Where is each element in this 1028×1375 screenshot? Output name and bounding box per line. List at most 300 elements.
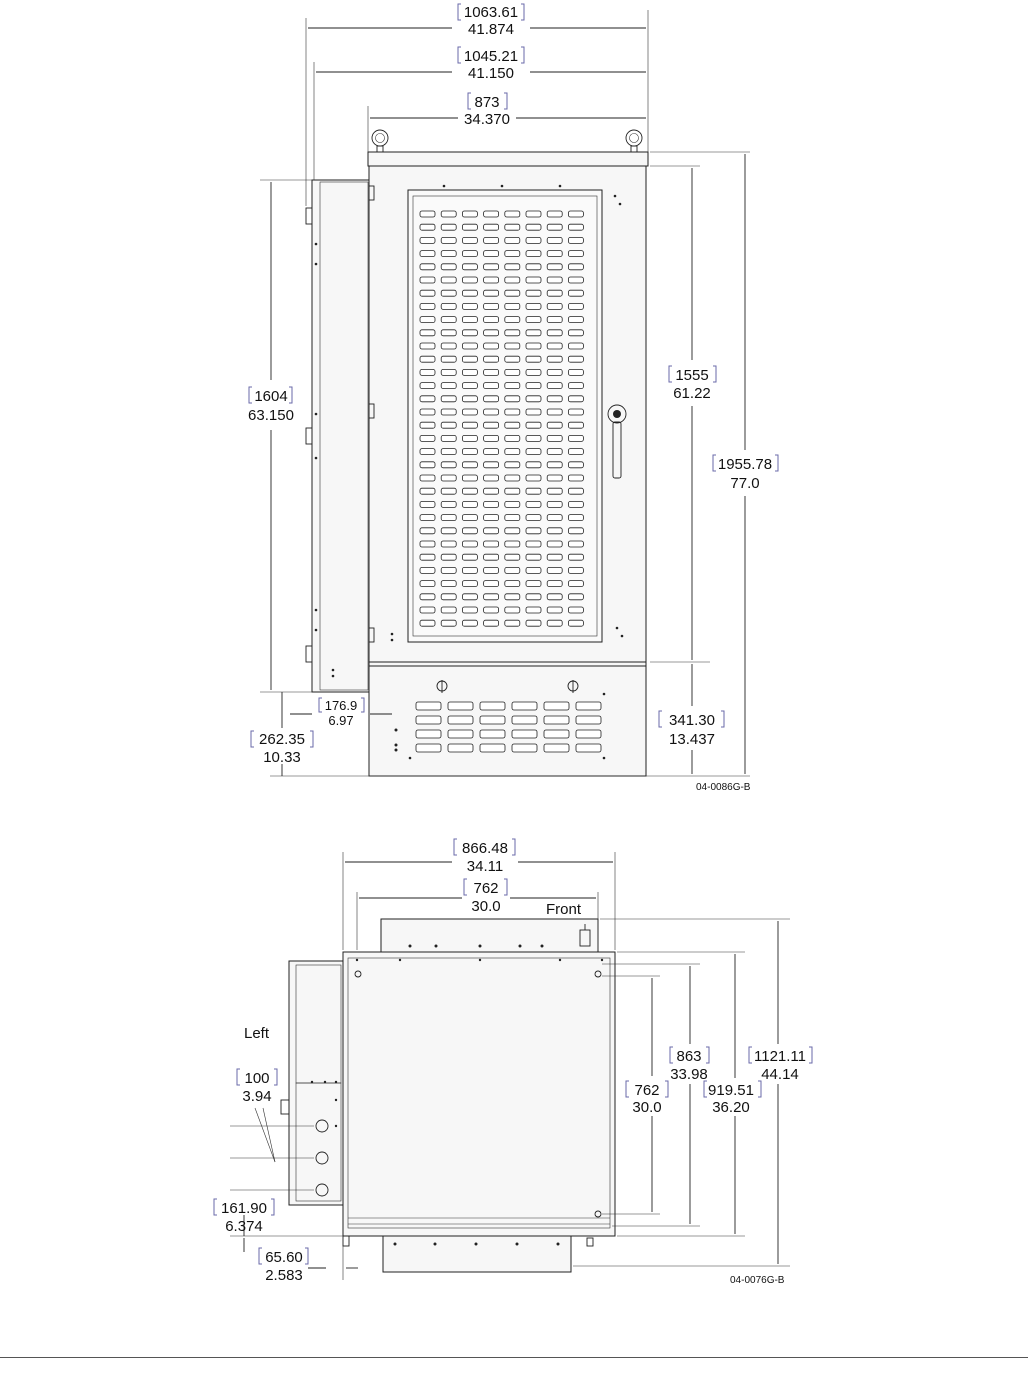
dim-top-overall-width-in: 34.11 <box>466 858 504 875</box>
louver-slot <box>484 290 499 296</box>
louver-slot <box>462 581 477 587</box>
dim-top-front-width-in: 30.0 <box>471 898 501 915</box>
louver-slot <box>547 237 562 243</box>
louver-slot <box>441 581 456 587</box>
louver-slot <box>526 211 541 217</box>
louver-slot <box>441 409 456 415</box>
louver-slot <box>505 277 520 283</box>
dim-side-offset-mm: 176.9 <box>324 698 358 713</box>
louver-slot <box>526 488 541 494</box>
louver-slot <box>480 702 505 710</box>
louver-slot <box>526 330 541 336</box>
dim-width-with-side-mm: 1045.21 <box>463 48 519 65</box>
louver-slot <box>441 462 456 468</box>
louver-slot <box>416 702 441 710</box>
louver-slot <box>448 702 473 710</box>
dim-door-height-mm: 1555 <box>675 367 709 384</box>
louver-slot <box>441 224 456 230</box>
dim-depth-body-mm: 919.51 <box>708 1082 754 1099</box>
enclosure-roof <box>368 152 648 166</box>
louver-slot <box>484 528 499 534</box>
louver-slot <box>568 501 583 507</box>
dim-top-overall-width-mm: 866.48 <box>462 840 508 857</box>
louver-slot <box>484 620 499 626</box>
dim-side-height-in: 63.150 <box>248 407 294 424</box>
louver-slot <box>462 317 477 323</box>
louver-slot <box>568 330 583 336</box>
louver-slot <box>568 211 583 217</box>
louver-slot <box>441 211 456 217</box>
louver-slot <box>484 237 499 243</box>
louver-slot <box>484 409 499 415</box>
louver-slot <box>568 435 583 441</box>
dim-side-base-mm: 262.35 <box>259 731 305 748</box>
louver-slot <box>462 343 477 349</box>
louver-slot <box>484 501 499 507</box>
louver-slot <box>484 211 499 217</box>
louver-slot <box>505 369 520 375</box>
louver-slot <box>420 277 435 283</box>
louver-slot <box>526 528 541 534</box>
louver-slot <box>484 422 499 428</box>
louver-slot <box>462 449 477 455</box>
louver-slot <box>420 211 435 217</box>
louver-slot <box>547 383 562 389</box>
louver-slot <box>505 449 520 455</box>
louver-slot <box>420 303 435 309</box>
louver-slot <box>462 409 477 415</box>
louver-slot <box>484 462 499 468</box>
louver-slot <box>544 744 569 752</box>
louver-slot <box>441 396 456 402</box>
louver-slot <box>441 488 456 494</box>
louver-slot <box>505 264 520 270</box>
louver-slot <box>505 356 520 362</box>
louver-slot <box>441 237 456 243</box>
dim-width-with-side-in: 41.150 <box>468 65 514 82</box>
louver-slot <box>568 303 583 309</box>
louver-slot <box>505 409 520 415</box>
louver-slot <box>462 515 477 521</box>
louver-slot <box>420 541 435 547</box>
dim-hole-offset-mm: 161.90 <box>221 1200 267 1217</box>
dim-side-offset-top-mm: 65.60 <box>265 1249 303 1266</box>
enclosure-top <box>343 952 615 1236</box>
louver-slot <box>576 716 601 724</box>
louver-slot <box>441 264 456 270</box>
louver-slot <box>441 567 456 573</box>
louver-slot <box>420 488 435 494</box>
louver-slot <box>484 449 499 455</box>
louver-slot <box>568 620 583 626</box>
louver-slot <box>547 224 562 230</box>
louver-slot <box>568 594 583 600</box>
louver-slot <box>462 528 477 534</box>
louver-slot <box>416 716 441 724</box>
louver-slot <box>505 396 520 402</box>
louver-slot <box>420 237 435 243</box>
louver-slot <box>505 515 520 521</box>
louver-slot <box>526 224 541 230</box>
louver-slot <box>568 409 583 415</box>
louver-slot <box>526 501 541 507</box>
louver-slot <box>568 541 583 547</box>
louver-slot <box>484 369 499 375</box>
louver-slot <box>420 449 435 455</box>
louver-slot <box>441 383 456 389</box>
louver-slot <box>568 264 583 270</box>
louver-slot <box>568 488 583 494</box>
dim-base-height-mm: 341.30 <box>669 712 715 729</box>
louver-slot <box>441 317 456 323</box>
louver-slot <box>576 730 601 738</box>
page-bottom-rule <box>0 1357 1028 1358</box>
louver-slot <box>484 277 499 283</box>
louver-slot <box>462 330 477 336</box>
louver-slot <box>526 251 541 257</box>
louver-slot <box>526 607 541 613</box>
louver-slot <box>526 369 541 375</box>
dim-depth-overall-in: 44.14 <box>761 1066 799 1083</box>
dim-enclosure-width-mm: 873 <box>474 94 500 111</box>
louver-slot <box>462 237 477 243</box>
louver-slot <box>420 251 435 257</box>
louver-slot <box>547 264 562 270</box>
louver-slot <box>441 515 456 521</box>
louver-slot <box>526 449 541 455</box>
louver-slot <box>568 581 583 587</box>
louver-slot <box>420 369 435 375</box>
louver-slot <box>568 449 583 455</box>
louver-slot <box>505 330 520 336</box>
louver-slot <box>484 343 499 349</box>
louver-slot <box>462 541 477 547</box>
louver-slot <box>547 567 562 573</box>
louver-slot <box>462 620 477 626</box>
louver-slot <box>568 237 583 243</box>
louver-slot <box>462 501 477 507</box>
louver-slot <box>420 620 435 626</box>
louver-slot <box>505 501 520 507</box>
louver-slot <box>568 356 583 362</box>
louver-slot <box>448 730 473 738</box>
louver-slot <box>526 356 541 362</box>
dim-depth-mid-in: 33.98 <box>670 1066 708 1083</box>
louver-slot <box>441 475 456 481</box>
louver-slot <box>484 251 499 257</box>
dim-side-base-in: 10.33 <box>263 749 301 766</box>
louver-slot <box>462 567 477 573</box>
louver-slot <box>462 475 477 481</box>
louver-slot <box>505 607 520 613</box>
louver-slot <box>568 515 583 521</box>
louver-slot <box>526 541 541 547</box>
louver-slot <box>441 541 456 547</box>
louver-slot <box>420 462 435 468</box>
dim-overall-height-mm: 1955.78 <box>717 456 773 473</box>
rear-lip <box>383 1236 571 1272</box>
louver-slot <box>420 264 435 270</box>
louver-slot <box>547 528 562 534</box>
louver-slot <box>441 594 456 600</box>
louver-slot <box>420 554 435 560</box>
louver-slot <box>441 303 456 309</box>
dim-overall-width-mm: 1063.61 <box>463 4 519 21</box>
louver-slot <box>505 237 520 243</box>
louver-slot <box>480 716 505 724</box>
louver-slot <box>420 343 435 349</box>
louver-slot <box>505 303 520 309</box>
louver-slot <box>505 211 520 217</box>
louver-slot <box>526 383 541 389</box>
louver-slot <box>505 594 520 600</box>
dim-side-offset-top-in: 2.583 <box>265 1267 303 1284</box>
louver-slot <box>462 594 477 600</box>
louver-slot <box>568 251 583 257</box>
louver-slot <box>462 290 477 296</box>
louver-slot <box>547 211 562 217</box>
louver-slot <box>547 330 562 336</box>
louver-slot <box>441 343 456 349</box>
louver-slot <box>420 396 435 402</box>
louver-slot <box>547 290 562 296</box>
louver-slot <box>568 317 583 323</box>
louver-slot <box>420 409 435 415</box>
label-front: Front <box>546 901 582 918</box>
louver-slot <box>505 290 520 296</box>
louver-slot <box>547 356 562 362</box>
louver-slot <box>547 515 562 521</box>
louver-slot <box>547 488 562 494</box>
louver-slot <box>484 594 499 600</box>
louver-slot <box>420 594 435 600</box>
louver-slot <box>547 541 562 547</box>
louver-slot <box>547 462 562 468</box>
louver-slot <box>505 435 520 441</box>
louver-slot <box>568 277 583 283</box>
louver-slot <box>505 620 520 626</box>
louver-slot <box>420 356 435 362</box>
dim-depth-inner-in: 30.0 <box>632 1099 662 1116</box>
louver-slot <box>544 716 569 724</box>
louver-slot <box>547 449 562 455</box>
louver-slot <box>547 581 562 587</box>
louver-slot <box>462 488 477 494</box>
louver-slot <box>420 567 435 573</box>
louver-slot <box>484 515 499 521</box>
louver-slot <box>484 554 499 560</box>
louver-slot <box>547 369 562 375</box>
louver-slot <box>526 303 541 309</box>
louver-slot <box>441 449 456 455</box>
louver-slot <box>547 409 562 415</box>
louver-slot <box>544 702 569 710</box>
drawing-number-front: 04-0086G-B <box>696 782 751 793</box>
louver-slot <box>505 567 520 573</box>
louver-slot <box>441 356 456 362</box>
louver-slot <box>576 702 601 710</box>
louver-slot <box>441 251 456 257</box>
dim-top-front-width-mm: 762 <box>473 880 499 897</box>
louver-slot <box>512 730 537 738</box>
louver-slot <box>568 462 583 468</box>
dim-depth-inner-mm: 762 <box>634 1082 660 1099</box>
louver-slot <box>484 541 499 547</box>
dim-hole-offset-in: 6.374 <box>225 1218 263 1235</box>
louver-slot <box>547 277 562 283</box>
louver-slot <box>505 317 520 323</box>
louver-slot <box>484 383 499 389</box>
louver-slot <box>441 422 456 428</box>
louver-slot <box>547 607 562 613</box>
louver-slot <box>526 475 541 481</box>
louver-slot <box>484 264 499 270</box>
louver-slot <box>441 277 456 283</box>
lifting-eye-left <box>372 130 388 152</box>
louver-slot <box>547 501 562 507</box>
louver-slot <box>547 435 562 441</box>
louver-slot <box>420 528 435 534</box>
louver-slot <box>547 396 562 402</box>
louver-slot <box>416 744 441 752</box>
louver-slot <box>462 554 477 560</box>
louver-slot <box>526 581 541 587</box>
louver-slot <box>526 409 541 415</box>
louver-slot <box>505 475 520 481</box>
dim-door-height-in: 61.22 <box>673 385 711 402</box>
louver-slot <box>480 730 505 738</box>
side-cabinet <box>312 180 369 692</box>
louver-slot <box>484 488 499 494</box>
door-panel <box>408 190 602 642</box>
louver-slot <box>462 211 477 217</box>
louver-slot <box>526 264 541 270</box>
louver-slot <box>441 528 456 534</box>
louver-slot <box>484 435 499 441</box>
dim-side-height-mm: 1604 <box>254 388 288 405</box>
dim-base-height-in: 13.437 <box>669 731 715 748</box>
dim-side-offset-in: 6.97 <box>328 713 354 728</box>
louver-slot <box>505 343 520 349</box>
louver-slot <box>420 224 435 230</box>
louver-slot <box>441 369 456 375</box>
louver-slot <box>462 369 477 375</box>
louver-slot <box>420 607 435 613</box>
louver-slot <box>547 343 562 349</box>
louver-slot <box>462 303 477 309</box>
louver-slot <box>547 554 562 560</box>
dim-hole-spacing-in: 3.94 <box>242 1088 272 1105</box>
louver-slot <box>420 317 435 323</box>
louver-slot <box>547 317 562 323</box>
louver-slot <box>505 224 520 230</box>
louver-slot <box>441 330 456 336</box>
louver-slot <box>505 541 520 547</box>
louver-slot <box>462 607 477 613</box>
dim-enclosure-width-in: 34.370 <box>464 111 510 128</box>
louver-slot <box>526 343 541 349</box>
louver-slot <box>547 594 562 600</box>
louver-slot <box>526 277 541 283</box>
louver-slot <box>462 383 477 389</box>
louver-slot <box>484 317 499 323</box>
louver-slot <box>484 396 499 402</box>
label-left: Left <box>244 1025 270 1042</box>
louver-slot <box>526 317 541 323</box>
louver-slot <box>526 462 541 468</box>
louver-slot <box>420 330 435 336</box>
louver-slot <box>484 330 499 336</box>
louver-slot <box>462 356 477 362</box>
louver-slot <box>420 290 435 296</box>
louver-slot <box>420 515 435 521</box>
louver-slot <box>568 528 583 534</box>
louver-slot <box>526 594 541 600</box>
louver-slot <box>526 515 541 521</box>
dim-depth-mid-mm: 863 <box>676 1048 702 1065</box>
louver-slot <box>484 581 499 587</box>
dim-hole-spacing-mm: 100 <box>244 1070 270 1087</box>
louver-slot <box>505 554 520 560</box>
louver-slot <box>547 251 562 257</box>
louver-slot <box>462 264 477 270</box>
louver-slot <box>484 607 499 613</box>
louver-slot <box>462 251 477 257</box>
louver-slot <box>505 488 520 494</box>
louver-slot <box>420 383 435 389</box>
louver-slot <box>547 422 562 428</box>
louver-slot <box>505 462 520 468</box>
louver-slot <box>441 620 456 626</box>
louver-slot <box>441 290 456 296</box>
louver-slot <box>568 369 583 375</box>
louver-slot <box>547 620 562 626</box>
louver-slot <box>547 475 562 481</box>
louver-slot <box>568 475 583 481</box>
louver-slot <box>505 528 520 534</box>
louver-slot <box>568 396 583 402</box>
louver-slot <box>547 303 562 309</box>
louver-slot <box>420 422 435 428</box>
louver-slot <box>441 435 456 441</box>
louver-slot <box>505 383 520 389</box>
louver-slot <box>480 744 505 752</box>
louver-slot <box>568 422 583 428</box>
louver-slot <box>505 581 520 587</box>
louver-slot <box>462 435 477 441</box>
drawing-number-top: 04-0076G-B <box>730 1275 785 1286</box>
lifting-eye-right <box>626 130 642 152</box>
louver-slot <box>462 396 477 402</box>
louver-slot <box>441 554 456 560</box>
louver-slot <box>484 356 499 362</box>
louver-slot <box>420 475 435 481</box>
louver-slot <box>484 567 499 573</box>
front-view <box>248 4 778 793</box>
dim-depth-overall-mm: 1121.11 <box>754 1048 806 1065</box>
louver-slot <box>568 383 583 389</box>
louver-slot <box>484 224 499 230</box>
dim-depth-body-in: 36.20 <box>712 1099 750 1116</box>
louver-slot <box>462 462 477 468</box>
louver-slot <box>420 435 435 441</box>
louver-slot <box>484 303 499 309</box>
louver-slot <box>576 744 601 752</box>
louver-slot <box>441 501 456 507</box>
louver-slot <box>505 422 520 428</box>
louver-slot <box>512 744 537 752</box>
louver-slot <box>526 422 541 428</box>
